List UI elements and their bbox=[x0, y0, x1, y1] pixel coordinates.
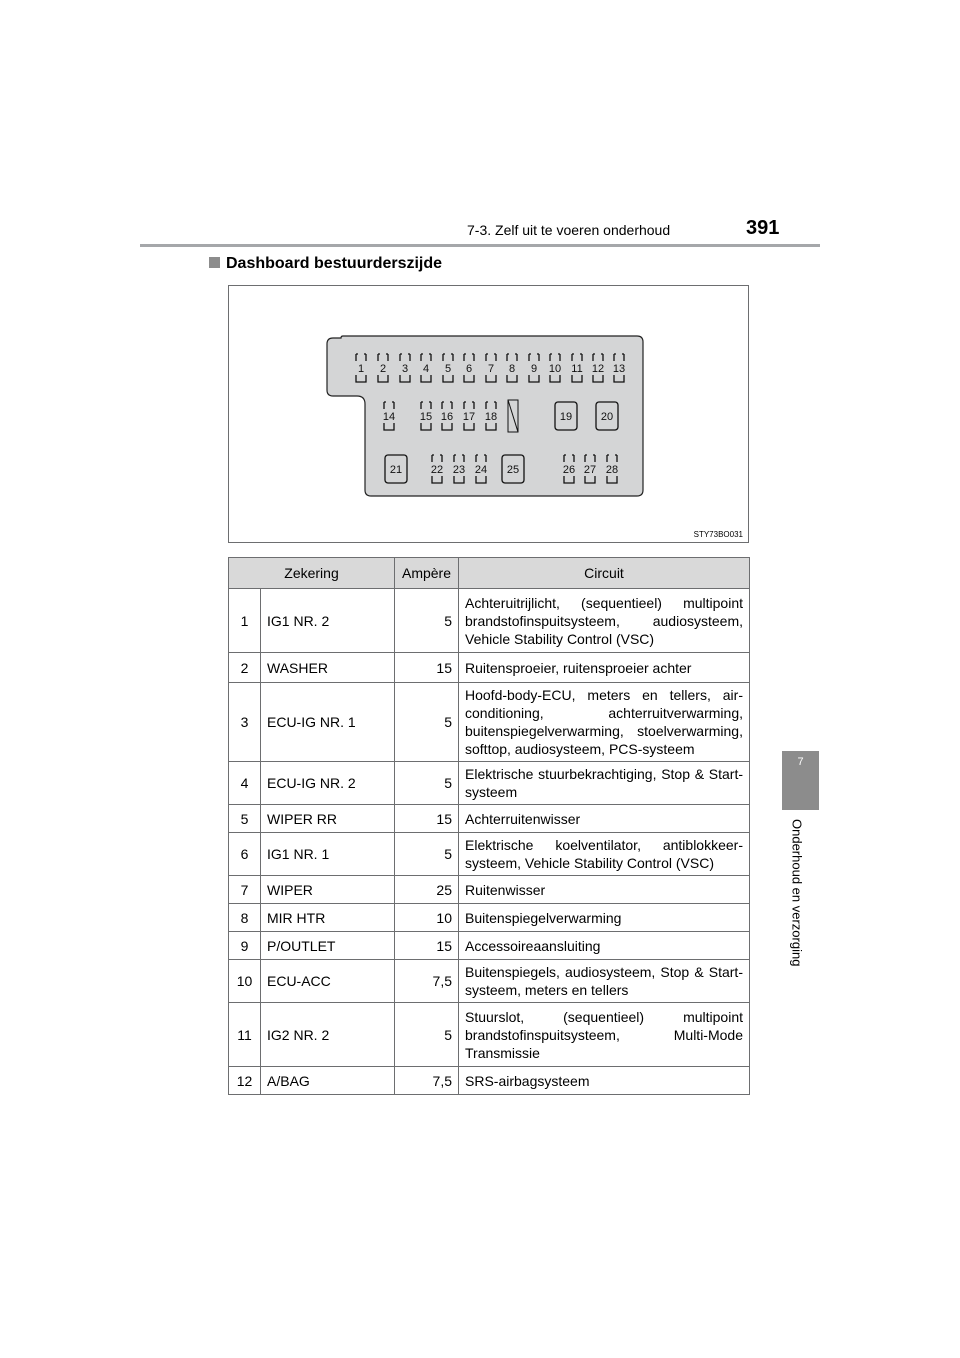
fuse-circuit: Ruitensproeier, ruitensproeier achter bbox=[459, 653, 750, 683]
fuse-label: 21 bbox=[389, 464, 403, 476]
header-divider bbox=[140, 244, 820, 247]
fuse-label: 17 bbox=[462, 411, 476, 423]
table-header-row bbox=[229, 558, 750, 589]
fuse-label: 27 bbox=[583, 464, 597, 476]
table-row bbox=[229, 960, 750, 1003]
fuse-number: 8 bbox=[229, 904, 261, 932]
fuse-circuit: Achteruitrijlicht, (sequentieel) multipoint brandstofinspuitsysteem, audiosysteem, Vehicle Stability Control (VSC) bbox=[459, 589, 750, 653]
fuse-number: 9 bbox=[229, 932, 261, 960]
fuse-label: 16 bbox=[440, 411, 454, 423]
fuse-ampere: 7,5 bbox=[395, 960, 459, 1003]
fuse-label: 12 bbox=[591, 363, 605, 375]
fuse-ampere: 15 bbox=[395, 805, 459, 833]
header-ampere: Ampère bbox=[395, 558, 459, 589]
fuse-number: 12 bbox=[229, 1067, 261, 1095]
fuse-label: 8 bbox=[508, 363, 516, 375]
section-title bbox=[209, 255, 442, 273]
fuse-label: 24 bbox=[474, 464, 488, 476]
fuse-label: 25 bbox=[506, 464, 520, 476]
fuse-number: 4 bbox=[229, 762, 261, 805]
fuse-number: 5 bbox=[229, 805, 261, 833]
fuse-ampere: 15 bbox=[395, 653, 459, 683]
fuse-label: 7 bbox=[487, 363, 495, 375]
fuse-label: 22 bbox=[430, 464, 444, 476]
table-row bbox=[229, 876, 750, 904]
fuse-name: WIPER bbox=[261, 876, 395, 904]
fuse-number: 6 bbox=[229, 833, 261, 876]
fuse-label: 9 bbox=[530, 363, 538, 375]
fuse-name: P/OUTLET bbox=[261, 932, 395, 960]
fuse-name: ECU-IG NR. 1 bbox=[261, 683, 395, 762]
fuse-circuit: Hoofd-body-ECU, meters en tellers, air-conditioning, achterruitverwarming, buitenspiegelverwarming, stoelverwarming, softtop, audiosysteem, PCS-systeem bbox=[459, 683, 750, 762]
chapter-tab bbox=[782, 751, 819, 810]
fuse-circuit: Elektrische koelventilator, antiblokkeer-systeem, Vehicle Stability Control (VSC) bbox=[459, 833, 750, 876]
section-title-text: Dashboard bestuurderszijde bbox=[226, 255, 443, 272]
fuse-number: 1 bbox=[229, 589, 261, 653]
fuse-ampere: 5 bbox=[395, 683, 459, 762]
fuse-label: 26 bbox=[562, 464, 576, 476]
table-row bbox=[229, 1003, 750, 1067]
header-circuit: Circuit bbox=[459, 558, 750, 589]
fuse-circuit: Buitenspiegelverwarming bbox=[459, 904, 750, 932]
fuse-label: 23 bbox=[452, 464, 466, 476]
chapter-number: 7 bbox=[797, 756, 804, 768]
fuse-name: MIR HTR bbox=[261, 904, 395, 932]
fuse-label: 28 bbox=[605, 464, 619, 476]
square-bullet-icon bbox=[209, 257, 220, 268]
fuse-label: 20 bbox=[600, 411, 614, 423]
fuse-label: 11 bbox=[571, 363, 583, 375]
fuse-number: 11 bbox=[229, 1003, 261, 1067]
page-number: 391 bbox=[746, 217, 780, 239]
fuse-ampere: 5 bbox=[395, 589, 459, 653]
fuse-circuit: Achterruitenwisser bbox=[459, 805, 750, 833]
fuse-label: 19 bbox=[559, 411, 573, 423]
fuse-name: WIPER RR bbox=[261, 805, 395, 833]
fuse-label: 2 bbox=[379, 363, 387, 375]
fuse-circuit: Buitenspiegels, audiosysteem, Stop & Start-systeem, meters en tellers bbox=[459, 960, 750, 1003]
header-section-title: 7-3. Zelf uit te voeren onderhoud bbox=[467, 222, 671, 238]
fuse-label: 10 bbox=[548, 363, 562, 375]
fuse-label: 5 bbox=[444, 363, 452, 375]
table-row bbox=[229, 762, 750, 805]
table-row bbox=[229, 932, 750, 960]
fuse-table bbox=[228, 557, 750, 1095]
fuse-number: 3 bbox=[229, 683, 261, 762]
fuse-label: 1 bbox=[357, 363, 365, 375]
fuse-ampere: 5 bbox=[395, 833, 459, 876]
fuse-circuit: Stuurslot, (sequentieel) multipoint brandstofinspuitsysteem, Multi-Mode Transmissie bbox=[459, 1003, 750, 1067]
fuse-name: IG1 NR. 1 bbox=[261, 833, 395, 876]
table-row bbox=[229, 653, 750, 683]
fuse-name: IG1 NR. 2 bbox=[261, 589, 395, 653]
fuse-circuit: Ruitenwisser bbox=[459, 876, 750, 904]
fuse-circuit: Elektrische stuurbekrachtiging, Stop & Start-systeem bbox=[459, 762, 750, 805]
fuse-label: 18 bbox=[484, 411, 498, 423]
fuse-number: 7 bbox=[229, 876, 261, 904]
fuse-number: 2 bbox=[229, 653, 261, 683]
fuse-name: WASHER bbox=[261, 653, 395, 683]
table-row bbox=[229, 833, 750, 876]
table-row bbox=[229, 589, 750, 653]
fuse-ampere: 5 bbox=[395, 1003, 459, 1067]
header-fuse: Zekering bbox=[229, 558, 395, 589]
fuse-circuit: Accessoireaansluiting bbox=[459, 932, 750, 960]
chapter-label bbox=[779, 819, 815, 989]
table-row bbox=[229, 805, 750, 833]
fuse-ampere: 7,5 bbox=[395, 1067, 459, 1095]
figure-code: STY73BO031 bbox=[693, 530, 743, 539]
fuse-ampere: 15 bbox=[395, 932, 459, 960]
fuse-number: 10 bbox=[229, 960, 261, 1003]
fuse-label: 3 bbox=[401, 363, 409, 375]
fuse-label: 14 bbox=[382, 411, 396, 423]
fuse-name: ECU-IG NR. 2 bbox=[261, 762, 395, 805]
table-row bbox=[229, 683, 750, 762]
fuse-ampere: 10 bbox=[395, 904, 459, 932]
fuse-box-figure bbox=[228, 285, 749, 543]
fuse-ampere: 5 bbox=[395, 762, 459, 805]
table-row bbox=[229, 904, 750, 932]
fuse-name: A/BAG bbox=[261, 1067, 395, 1095]
fuse-label: 15 bbox=[419, 411, 433, 423]
table-row bbox=[229, 1067, 750, 1095]
fuse-label: 6 bbox=[465, 363, 473, 375]
fuse-box-diagram bbox=[229, 286, 748, 542]
fuse-label: 13 bbox=[612, 363, 626, 375]
fuse-ampere: 25 bbox=[395, 876, 459, 904]
fuse-label: 4 bbox=[422, 363, 430, 375]
fuse-circuit: SRS-airbagsysteem bbox=[459, 1067, 750, 1095]
fuse-name: IG2 NR. 2 bbox=[261, 1003, 395, 1067]
chapter-label-text: Onderhoud en verzorging bbox=[789, 819, 805, 967]
fuse-name: ECU-ACC bbox=[261, 960, 395, 1003]
